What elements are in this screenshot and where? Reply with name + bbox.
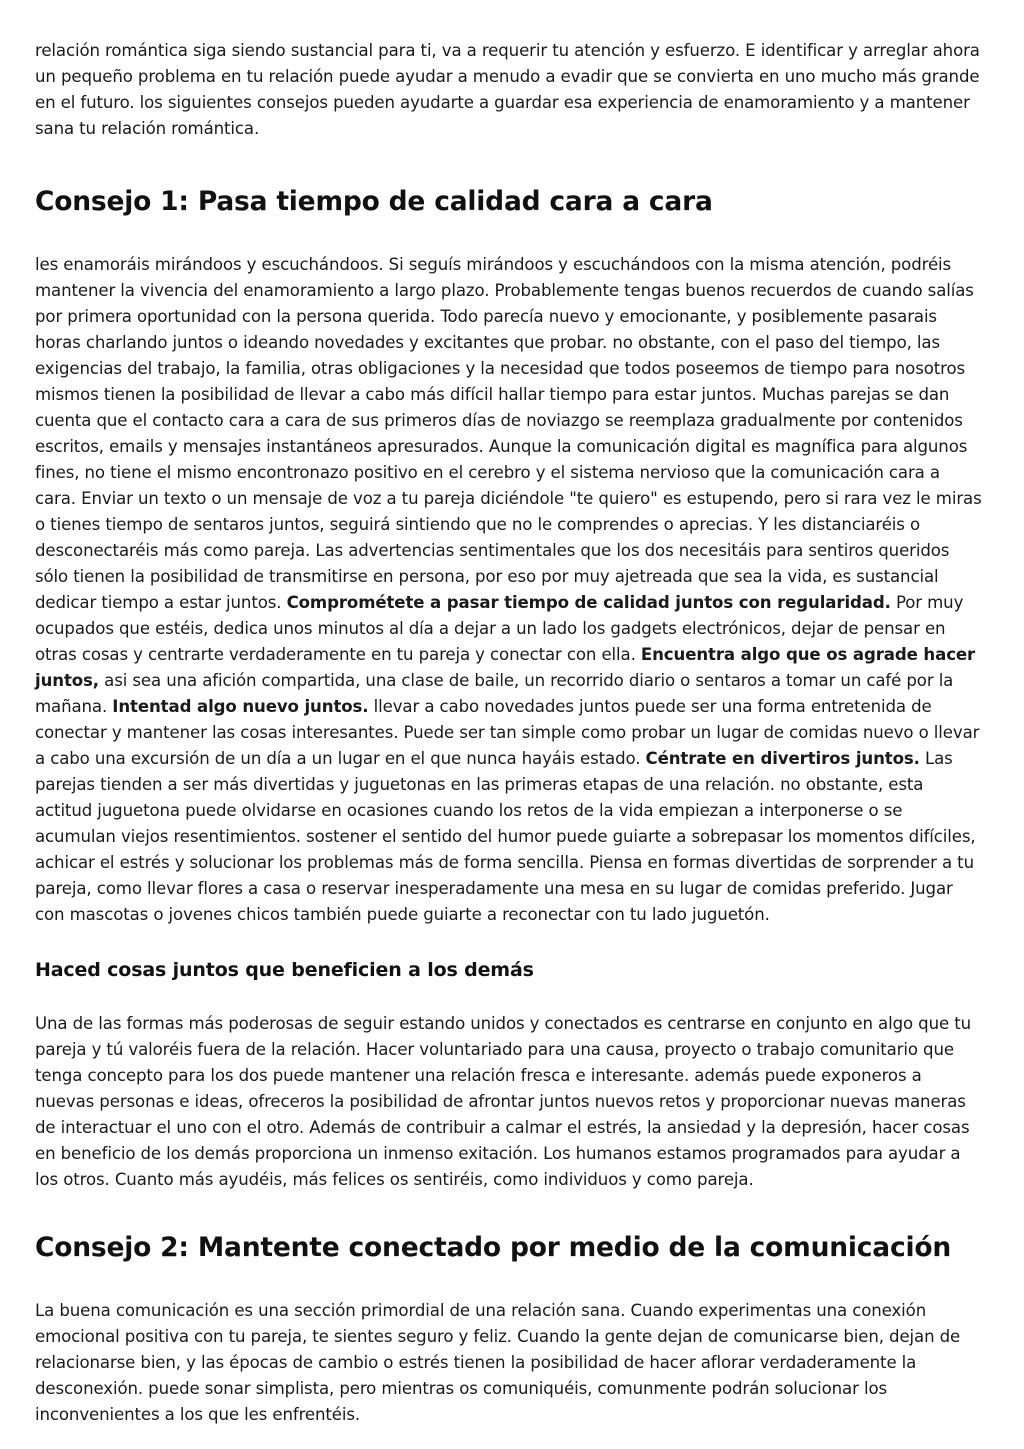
- consejo-1-text: Por muy ocupados que estéis, dedica unos minutos al día a dejar a un lado los gadgets electrónicos, dejar de pensar en otras cosas y centrarte verdaderamente en tu pareja y conectar con ella.: [35, 593, 964, 664]
- consejo-2-paragraph: La buena comunicación es una sección primordial de una relación sana. Cuando experimentas una conexión emocional positiva con tu pareja, te sientes seguro y feliz. Cuando la gente dejan de comunicarse bien, dejan de relacionarse bien, y las épocas de cambio o estrés tienen la posibilidad de hacer aflorar verdaderamente la desconexión. puede sonar simplista, pero mientras os comuniquéis, comunmente podrán solucionar los inconvenientes a los que les enfrentéis.: [35, 1301, 961, 1424]
- consejo-1-text: Las parejas tienden a ser más divertidas y juguetonas en las primeras etapas de una relación. no obstante, esta actitud juguetona puede olvidarse en ocasiones cuando los retos de la vida empiezan a interponerse o se acumulan viejos resentimientos. sostener el sentido del humor puede guiarte a sobrepasar los momentos difíciles, achicar el estrés y solucionar los problemas más de forma sencilla. Piensa en formas divertidas de sorprender a tu pareja, como llevar flores a casa o reservar inesperadamente una mesa en su lugar de comidas preferido. Jugar con mascotas o jovenes chicos también puede guiarte a reconectar con tu lado juguetón.: [35, 749, 976, 924]
- consejo-1-bold-tip: Intentad algo nuevo juntos.: [112, 697, 369, 716]
- consejo-1-bold-tip: Céntrate en divertiros juntos.: [645, 749, 920, 768]
- subheading-haced-cosas: Haced cosas juntos que beneficien a los demás: [35, 959, 534, 981]
- haced-cosas-paragraph: Una de las formas más poderosas de seguir estando unidos y conectados es centrarse en conjunto en algo que tu pareja y tú valoréis fuera de la relación. Hacer voluntariado para una causa, proyecto o trabajo comunitario que tenga concepto para los dos puede mantener una relación fresca e interesante. además puede exponeros a nuevas personas e ideas, ofreceros la posibilidad de afrontar juntos nuevos retos y proporcionar nuevas maneras de interactuar el uno con el otro. Además de contribuir a calmar el estrés, la ansiedad y la depresión, hacer cosas en beneficio de los demás proporciona un inmenso exitación. Los humanos estamos programados para ayudar a los otros. Cuanto más ayudéis, más felices os sentiréis, como individuos y como pareja.: [35, 1014, 972, 1189]
- consejo-1-text: llevar a cabo novedades juntos puede ser una forma entretenida de conectar y mantener las cosas interesantes. Puede ser tan simple como probar un lugar de comidas nuevo o llevar a cabo una excursión de un día a un lugar en el que nunca hayáis estado.: [35, 697, 980, 768]
- consejo-1-bold-tip: Encuentra algo que os agrade hacer juntos,: [35, 645, 976, 690]
- consejo-1-bold-tip: Comprométete a pasar tiempo de calidad juntos con regularidad.: [286, 593, 891, 612]
- consejo-1-text: asi sea una afición compartida, una clase de baile, un recorrido diario o sentaros a tomar un café por la mañana.: [35, 671, 954, 716]
- intro-paragraph: relación romántica siga siendo sustancial para ti, va a requerir tu atención y esfuerzo. E identificar y arreglar ahora un pequeño problema en tu relación puede ayudar a menudo a evadir que se convierta en uno mucho más grande en el futuro. los siguientes consejos pueden ayudarte a guardar esa experiencia de enamoramiento y a mantener sana tu relación romántica.: [35, 41, 980, 138]
- consejo-1-paragraph: [35, 252, 984, 928]
- heading-consejo-1: Consejo 1: Pasa tiempo de calidad cara a cara: [35, 186, 713, 217]
- heading-consejo-2: Consejo 2: Mantente conectado por medio de la comunicación: [35, 1232, 952, 1263]
- consejo-1-text: les enamoráis mirándoos y escuchándoos. Si seguís mirándoos y escuchándoos con la misma atención, podréis mantener la vivencia del enamoramiento a largo plazo. Probablemente tengas buenos recuerdos de cuando salías por primera oportunidad con la persona querida. Todo parecía nuevo y emocionante, y posiblemente pasarais horas charlando juntos o ideando novedades y excitantes que probar. no obstante, con el paso del tiempo, las exigencias del trabajo, la familia, otras obligaciones y la necesidad que todos poseemos de tiempo para nosotros mismos tienen la posibilidad de llevar a cabo más difícil hallar tiempo para estar juntos. Muchas parejas se dan cuenta que el contacto cara a cara de sus primeros días de noviazgo se reemplaza gradualmente por contenidos escritos, emails y mensajes instantáneos apresurados. Aunque la comunicación digital es magnífica para algunos fines, no tiene el mismo encontronazo positivo en el cerebro y el sistema nervioso que la comunicación cara a cara. Enviar un texto o un mensaje de voz a tu pareja diciéndole "te quiero" es estupendo, pero si rara vez le miras o tienes tiempo de sentaros juntos, seguirá sintiendo que no le comprendes o aprecias. Y les distanciaréis o desconectaréis más como pareja. Las advertencias sentimentales que los dos necesitáis para sentiros queridos sólo tienen la posibilidad de transmitirse en persona, por eso por muy ajetreada que sea la vida, es sustancial dedicar tiempo a estar juntos.: [35, 255, 982, 612]
